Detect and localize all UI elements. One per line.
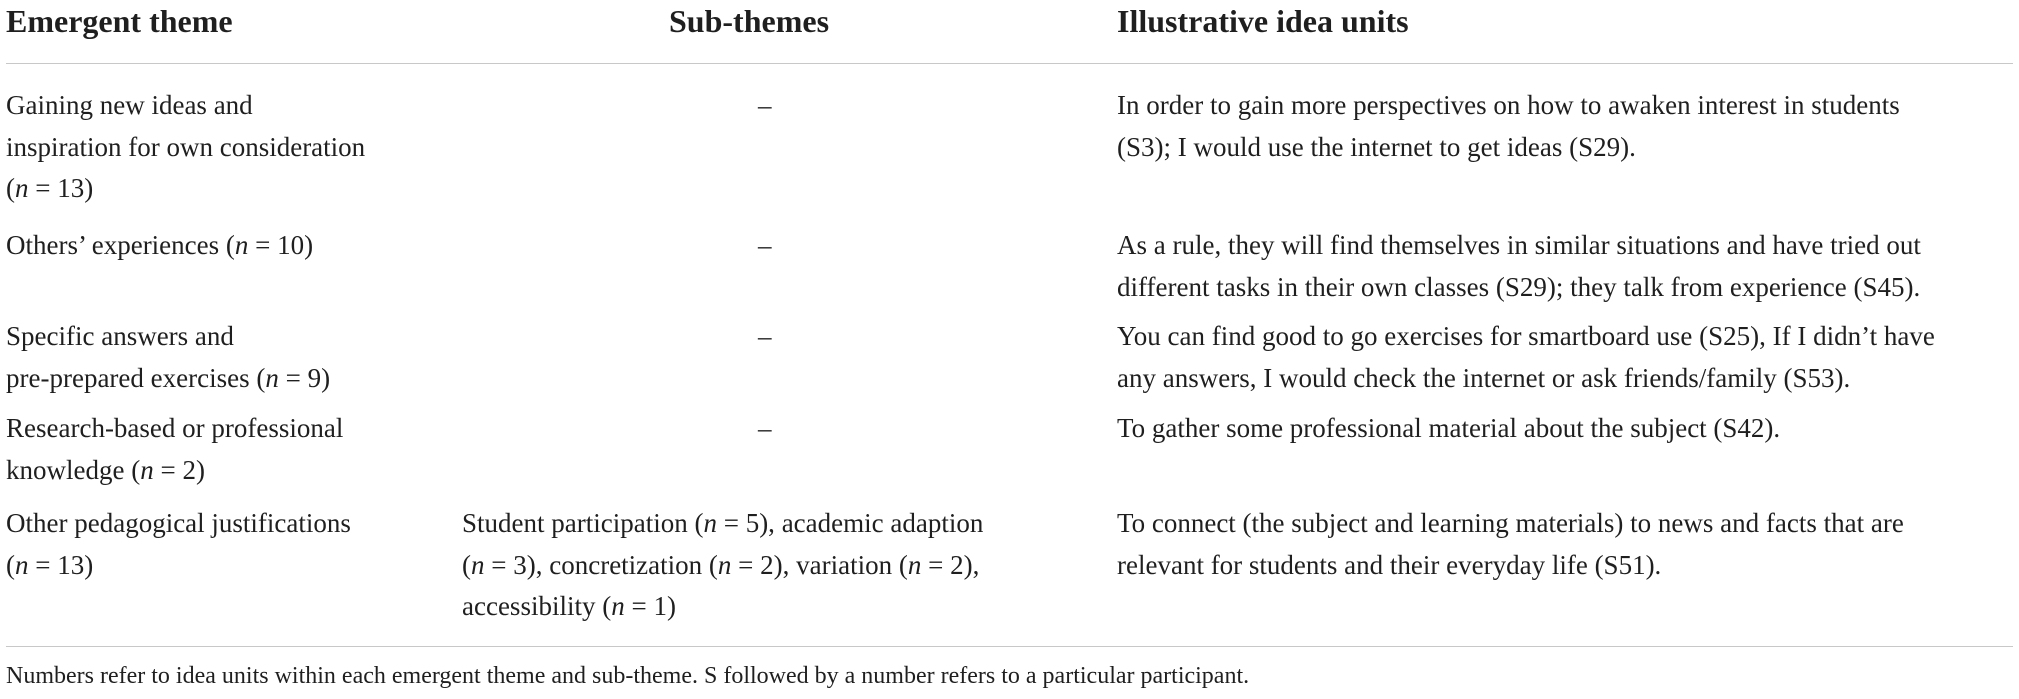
table-row: [6, 408, 2013, 493]
theme-cell: Other pedagogical justifications (n = 13): [6, 508, 351, 580]
theme-cell: Others’ experiences (n = 10): [6, 230, 314, 260]
idea-cell: As a rule, they will find themselves in similar situations and have tried out different tasks in their own classes (S29); they talk from experience (S45).: [1117, 230, 1921, 302]
header-sub-themes: Sub-themes: [669, 3, 830, 39]
sub-theme-cell: –: [758, 321, 772, 351]
table-row: [6, 316, 2013, 401]
sub-theme-cell: Student participation (n = 5), academic adaption (n = 3), concretization (n = 2), variation (n = 2), accessibility (n = 1): [462, 508, 984, 621]
theme-cell: Gaining new ideas and inspiration for own consideration (n = 13): [6, 90, 366, 203]
table-row: [6, 225, 2013, 310]
sub-theme-cell: –: [758, 413, 772, 443]
themes-table: [6, 0, 2013, 621]
idea-cell: You can find good to go exercises for smartboard use (S25), If I didn’t have any answers, I would check the internet or ask friends/family (S53).: [1117, 321, 1935, 393]
theme-cell: Research-based or professional knowledge (n = 2): [6, 413, 344, 485]
header-illustrative-idea-units: Illustrative idea units: [1117, 3, 1409, 39]
table-row: [6, 503, 2013, 633]
header-emergent-theme: Emergent theme: [6, 3, 233, 39]
idea-cell: To gather some professional material about the subject (S42).: [1117, 413, 1781, 443]
sub-theme-cell: –: [758, 230, 772, 260]
idea-cell: To connect (the subject and learning materials) to news and facts that are relevant for students and their everyday life (S51).: [1117, 508, 1904, 580]
theme-cell: Specific answers and pre-prepared exercises (n = 9): [6, 321, 331, 393]
table-row: [6, 85, 2013, 215]
table-bottom-rule: [6, 646, 2013, 647]
idea-cell: In order to gain more perspectives on how to awaken interest in students (S3); I would use the internet to get ideas (S29).: [1117, 90, 1900, 162]
sub-theme-cell: –: [758, 90, 772, 120]
table-header: [6, 0, 2013, 64]
table-footnote: Numbers refer to idea units within each emergent theme and sub-theme. S followed by a number refers to a particular participant.: [6, 663, 1250, 689]
